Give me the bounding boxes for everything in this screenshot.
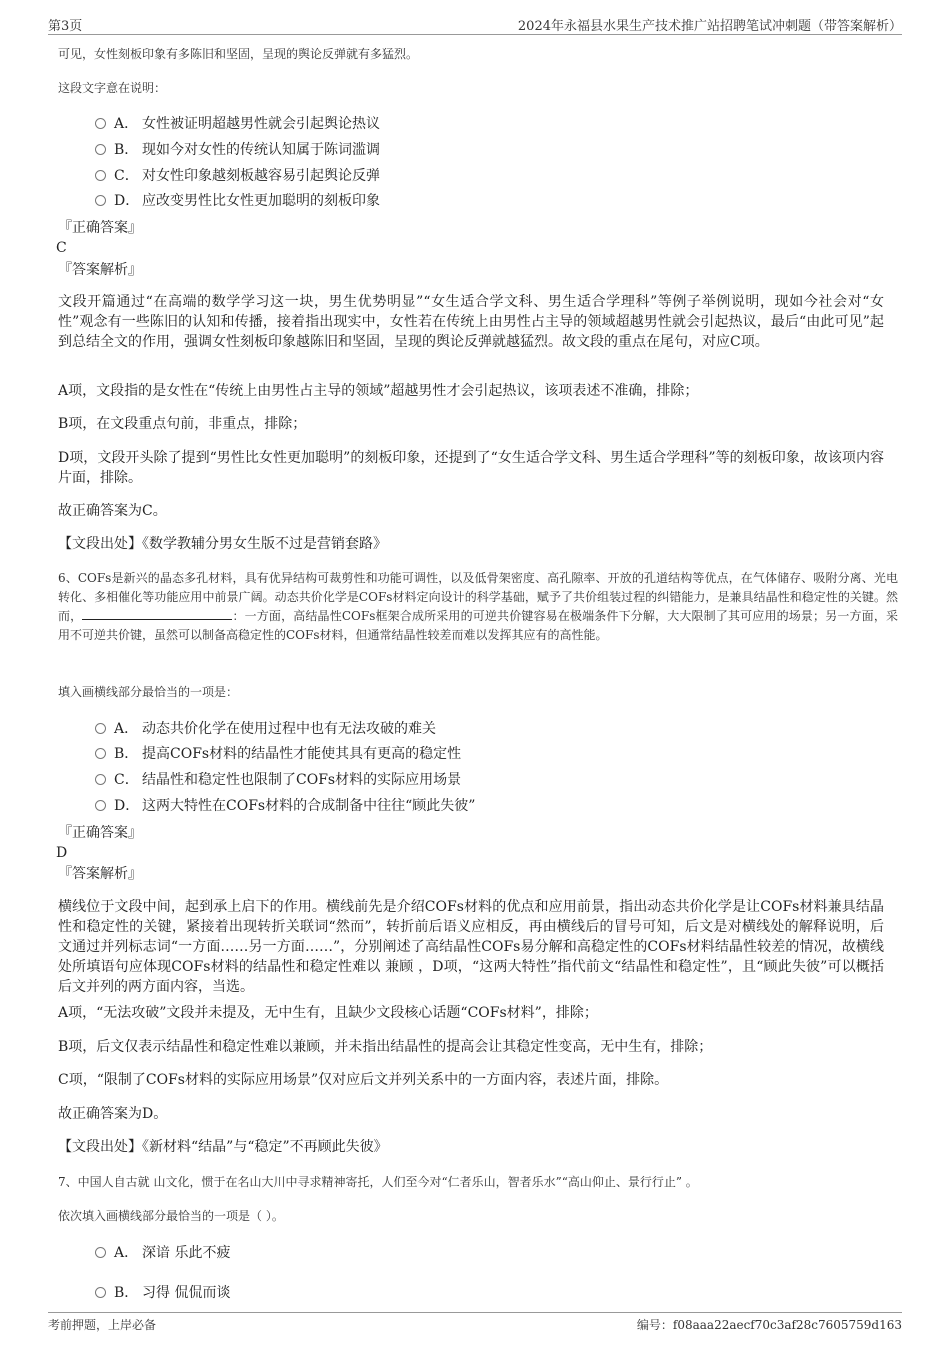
q6-option-b[interactable]: B． 提高COFs材料的结晶性才能使其具有更高的稳定性 <box>95 743 461 765</box>
q5-answer: C <box>56 240 67 256</box>
page-number: 第3页 <box>48 19 83 34</box>
page-footer <box>48 1312 902 1335</box>
radio-icon[interactable] <box>95 748 106 759</box>
q5-prompt: 这段文字意在说明： <box>58 81 167 95</box>
q5-intro-tail: 可见，女性刻板印象有多陈旧和坚固，呈现的舆论反弹就有多猛烈。 <box>58 47 419 61</box>
q6-answer-label: 『正确答案』 <box>58 825 142 841</box>
q5-note-a: A项，文段指的是女性在“传统上由男性占主导的领域”超越男性才会引起热议，该项表述不准确，排除； <box>58 383 699 399</box>
q6-option-c[interactable]: C． 结晶性和稳定性也限制了COFs材料的实际应用场景 <box>95 769 461 791</box>
document-code: 编号：f08aaa22aecf70c3af28c7605759d163 <box>636 1318 902 1332</box>
page-header <box>48 14 902 35</box>
radio-icon[interactable] <box>95 144 106 155</box>
q7-option-b[interactable]: B． 习得 侃侃而谈 <box>95 1282 230 1304</box>
q6-answer: D <box>56 845 68 861</box>
q6-prompt: 填入画横线部分最恰当的一项是： <box>58 685 239 699</box>
radio-icon[interactable] <box>95 170 106 181</box>
q6-note-a: A项，“无法攻破”文段并未提及，无中生有，且缺少文段核心话题“COFs材料”，排除； <box>58 1005 598 1021</box>
radio-icon[interactable] <box>95 1287 106 1298</box>
q5-option-a[interactable]: A． 女性被证明超越男性就会引起舆论热议 <box>95 113 380 135</box>
radio-icon[interactable] <box>95 118 106 129</box>
q5-analysis-label: 『答案解析』 <box>58 262 142 278</box>
q6-analysis: 横线位于文段中间，起到承上启下的作用。横线前先是介绍COFs材料的优点和应用前景，指出动态共价化学是让COFs材料兼具结晶性和稳定性的关键，紧接着出现转折关联词“然而”，转折前后语义应相反，再由横线后的冒号可知，后文是对横线处的解释说明，后文通过并列标志词“一方面……另一方面……”，分别阐述了高结晶性COFs易分解和高稳定性的COFs材料结晶性较差的情况，故横线处所填语句应体现COFs材料的结晶性和稳定性难以 兼顾 ，D项，“这两大特性”指代前文“结晶性和稳定性”，且“顾此失彼”可以概括后文并列的两方面内容，当选。 <box>58 899 884 995</box>
q7-option-a[interactable]: A． 深谙 乐此不疲 <box>95 1242 230 1264</box>
q5-note-b: B项，在文段重点句前，非重点，排除； <box>58 416 307 432</box>
q7-prompt: 依次填入画横线部分最恰当的一项是（ ）。 <box>58 1209 284 1223</box>
q5-option-c[interactable]: C． 对女性印象越刻板越容易引起舆论反弹 <box>95 165 380 187</box>
radio-icon[interactable] <box>95 800 106 811</box>
q6-note-b: B项，后文仅表示结晶性和稳定性难以兼顾，并未指出结晶性的提高会让其稳定性变高，无中生有，排除； <box>58 1039 713 1055</box>
q6-analysis-label: 『答案解析』 <box>58 866 142 882</box>
q5-conclusion: 故正确答案为C。 <box>58 503 167 519</box>
radio-icon[interactable] <box>95 774 106 785</box>
footer-slogan: 考前押题，上岸必备 <box>48 1318 157 1332</box>
q5-analysis: 文段开篇通过“在高端的数学学习这一块，男生优势明显”“女生适合学文科、男生适合学理科”等例子举例说明，现如今社会对“女性”观念有一些陈旧的认知和传播，接着指出现实中，女性若在传统上由男性占主导的领域超越男性就会引起热议，最后“由此可见”起到总结全文的作用，强调女性刻板印象越陈旧和坚固，呈现的舆论反弹就越猛烈。故文段的重点在尾句，对应C项。 <box>58 294 884 350</box>
q5-source: 【文段出处】《数学教辅分男女生版不过是营销套路》 <box>58 536 387 552</box>
q6-option-a[interactable]: A． 动态共价化学在使用过程中也有无法攻破的难关 <box>95 718 436 740</box>
q6-stem: 6、COFs是新兴的晶态多孔材料，具有优异结构可裁剪性和功能可调性，以及低骨架密度、高孔隙率、开放的孔道结构等优点，在气体储存、吸附分离、光电转化、多相催化等功能应用中前景广阔。动态共价化学是COFs材料定向设计的科学基础，赋予了共价组装过程的纠错能力，是兼具结晶性和稳定性的关键。然而， ：一方面，高结晶性COFs框架合成所采用的可逆共价键容易在极端条件下分解，大大限制了其可应用的场景；另一方面，采用不可逆共价键，虽然可以制备高稳定性的COFs材料，但通常结晶性较差而难以发挥其应有的高性能。 <box>58 571 898 642</box>
q6-note-c: C项，“限制了COFs材料的实际应用场景”仅对应后文并列关系中的一方面内容，表述片面，排除。 <box>58 1072 669 1088</box>
fill-blank <box>82 607 232 620</box>
q5-answer-label: 『正确答案』 <box>58 220 142 236</box>
radio-icon[interactable] <box>95 1247 106 1258</box>
document-title: 2024年永福县水果生产技术推广站招聘笔试冲刺题（带答案解析） <box>517 19 902 34</box>
q6-option-d[interactable]: D． 这两大特性在COFs材料的合成制备中往往“顾此失彼” <box>95 795 475 817</box>
q7-stem: 7、中国人自古就 山文化，惯于在名山大川中寻求精神寄托，人们至今对“仁者乐山，智者乐水”“高山仰止、景行行止” 。 <box>58 1175 698 1189</box>
radio-icon[interactable] <box>95 723 106 734</box>
q6-source: 【文段出处】《新材料“结晶”与“稳定”不再顾此失彼》 <box>58 1139 388 1155</box>
q5-option-d[interactable]: D． 应改变男性比女性更加聪明的刻板印象 <box>95 190 380 212</box>
q5-option-b[interactable]: B． 现如今对女性的传统认知属于陈词滥调 <box>95 139 380 161</box>
radio-icon[interactable] <box>95 195 106 206</box>
q6-conclusion: 故正确答案为D。 <box>58 1106 168 1122</box>
q5-note-d: D项，文段开头除了提到“男性比女性更加聪明”的刻板印象，还提到了“女生适合学文科、男生适合学理科”等的刻板印象，故该项内容片面，排除。 <box>58 450 884 486</box>
